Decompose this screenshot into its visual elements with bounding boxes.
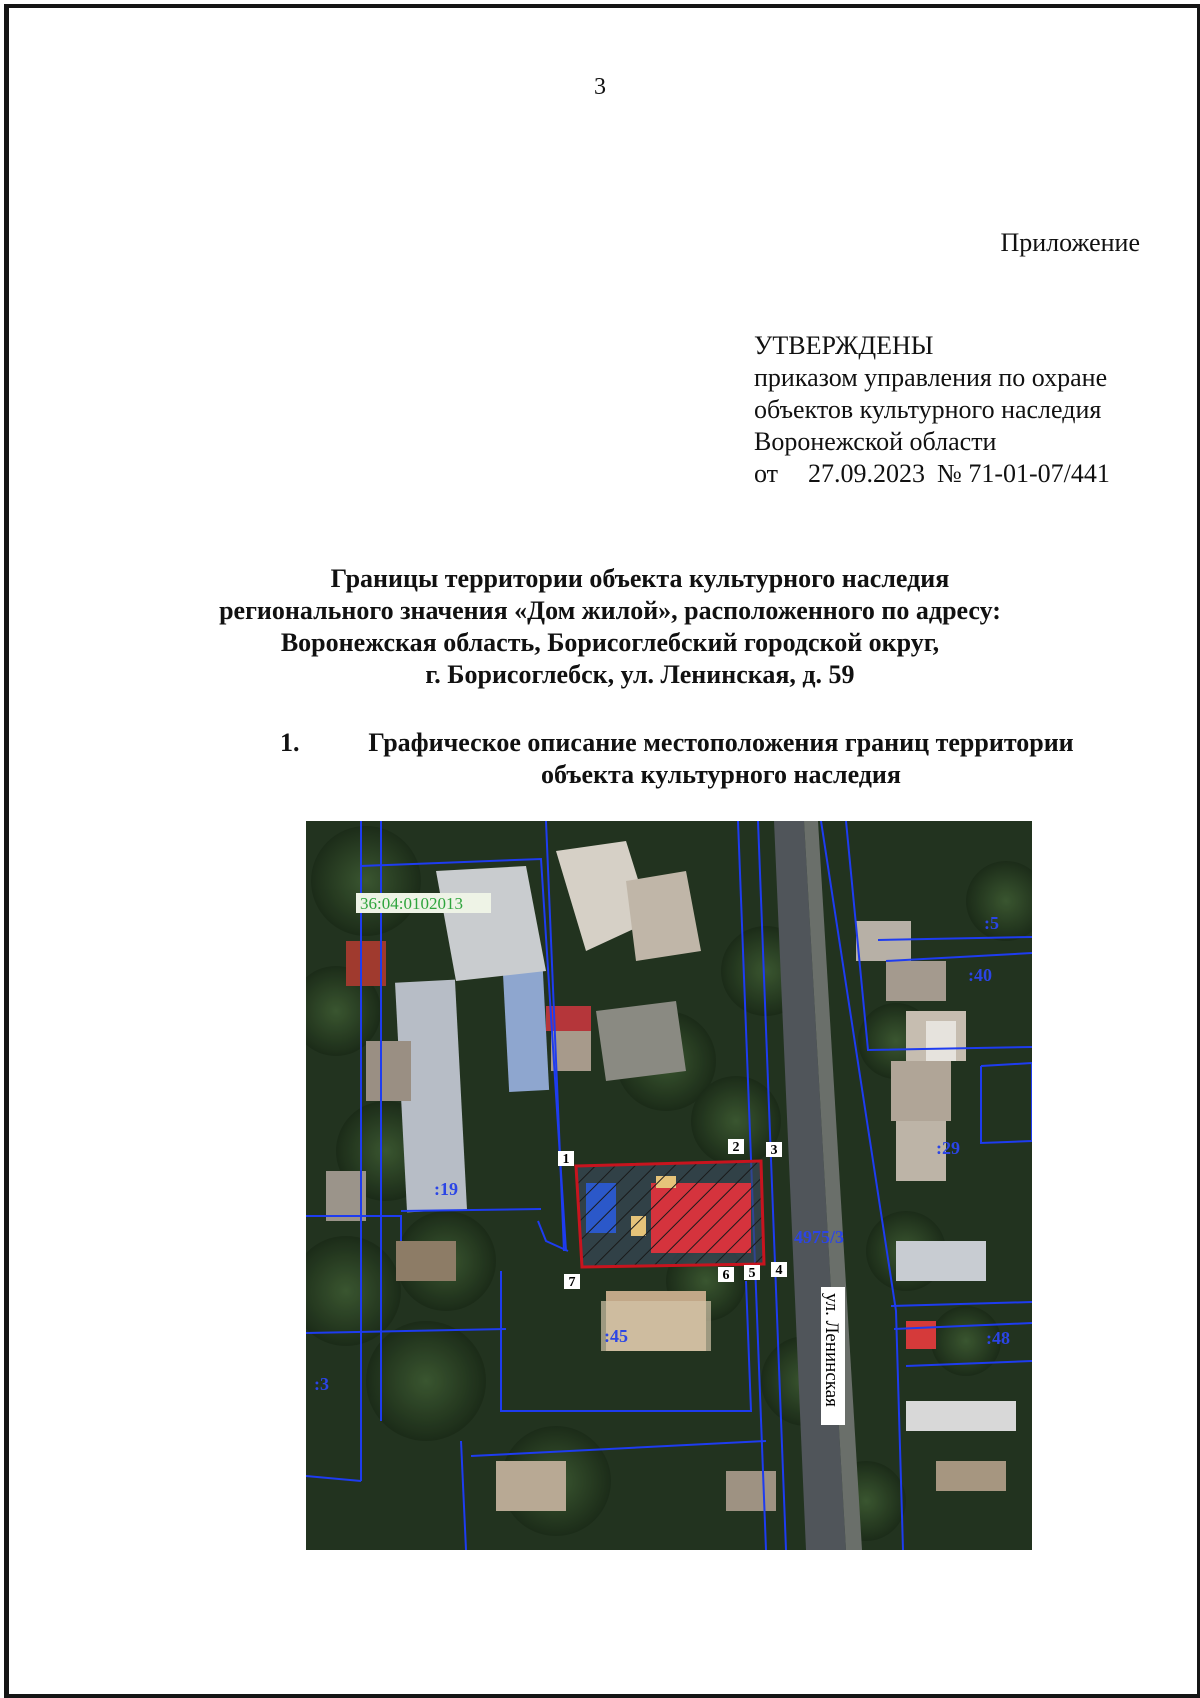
- title-line: регионального значения «Дом жилой», расположенного по адресу:: [219, 596, 1001, 625]
- parcel-label: :3: [314, 1374, 329, 1394]
- parcel-label: :29: [936, 1138, 960, 1158]
- svg-text:4: 4: [775, 1263, 783, 1278]
- svg-text:2: 2: [732, 1140, 740, 1155]
- cadastral-quarter-label: 36:04:0102013: [360, 894, 463, 913]
- order-date: 27.09.2023: [808, 459, 926, 488]
- approval-line: Воронежской области: [754, 427, 997, 456]
- object-territory: [576, 1161, 764, 1267]
- boundary-point-1: [558, 1151, 574, 1167]
- boundary-point-3: [766, 1142, 782, 1158]
- section-title-line: Графическое описание местоположения границ территории: [368, 728, 1074, 757]
- approval-line: объектов культурного наследия: [754, 395, 1102, 424]
- street-label: [821, 1287, 845, 1425]
- svg-text:5: 5: [748, 1266, 756, 1281]
- section-number: 1.: [280, 728, 300, 757]
- svg-text:1: 1: [562, 1152, 570, 1167]
- svg-text:6: 6: [722, 1268, 730, 1283]
- parcel-label: :45: [604, 1326, 628, 1346]
- boundary-point-5: [744, 1265, 760, 1281]
- boundary-point-7: [564, 1274, 580, 1290]
- document-title: [180, 563, 1060, 691]
- title-line: Границы территории объекта культурного наследия: [330, 564, 950, 593]
- title-line: г. Борисоглебск, ул. Ленинская, д. 59: [425, 660, 855, 689]
- section-heading: [250, 727, 1140, 791]
- page-number: 3: [594, 74, 606, 100]
- appendix-label: Приложение: [1000, 228, 1140, 257]
- parcel-label: 4975/3: [794, 1227, 845, 1247]
- svg-text:7: 7: [568, 1275, 576, 1290]
- order-reference: [754, 458, 1110, 490]
- svg-text:ул. Ленинская: ул. Ленинская: [821, 1293, 842, 1407]
- parcel-label: :5: [984, 913, 999, 933]
- boundary-point-4: [771, 1262, 787, 1278]
- title-line: Воронежская область, Борисоглебский городской округ,: [280, 628, 940, 657]
- order-number: № 71-01-07/441: [937, 459, 1110, 488]
- boundary-point-6: [718, 1267, 734, 1283]
- parcel-label: :40: [968, 965, 992, 985]
- parcel-label: :19: [434, 1179, 458, 1199]
- boundary-point-2: [728, 1139, 744, 1155]
- approval-heading: УТВЕРЖДЕНЫ: [754, 331, 934, 360]
- parcel-label: :48: [986, 1328, 1010, 1348]
- approval-block: [754, 330, 1110, 490]
- section-title-line: объекта культурного наследия: [541, 760, 901, 789]
- svg-text:3: 3: [770, 1143, 778, 1158]
- approval-line: приказом управления по охране: [754, 363, 1108, 392]
- boundary-map: [306, 821, 1032, 1550]
- order-from-label: от: [754, 459, 779, 488]
